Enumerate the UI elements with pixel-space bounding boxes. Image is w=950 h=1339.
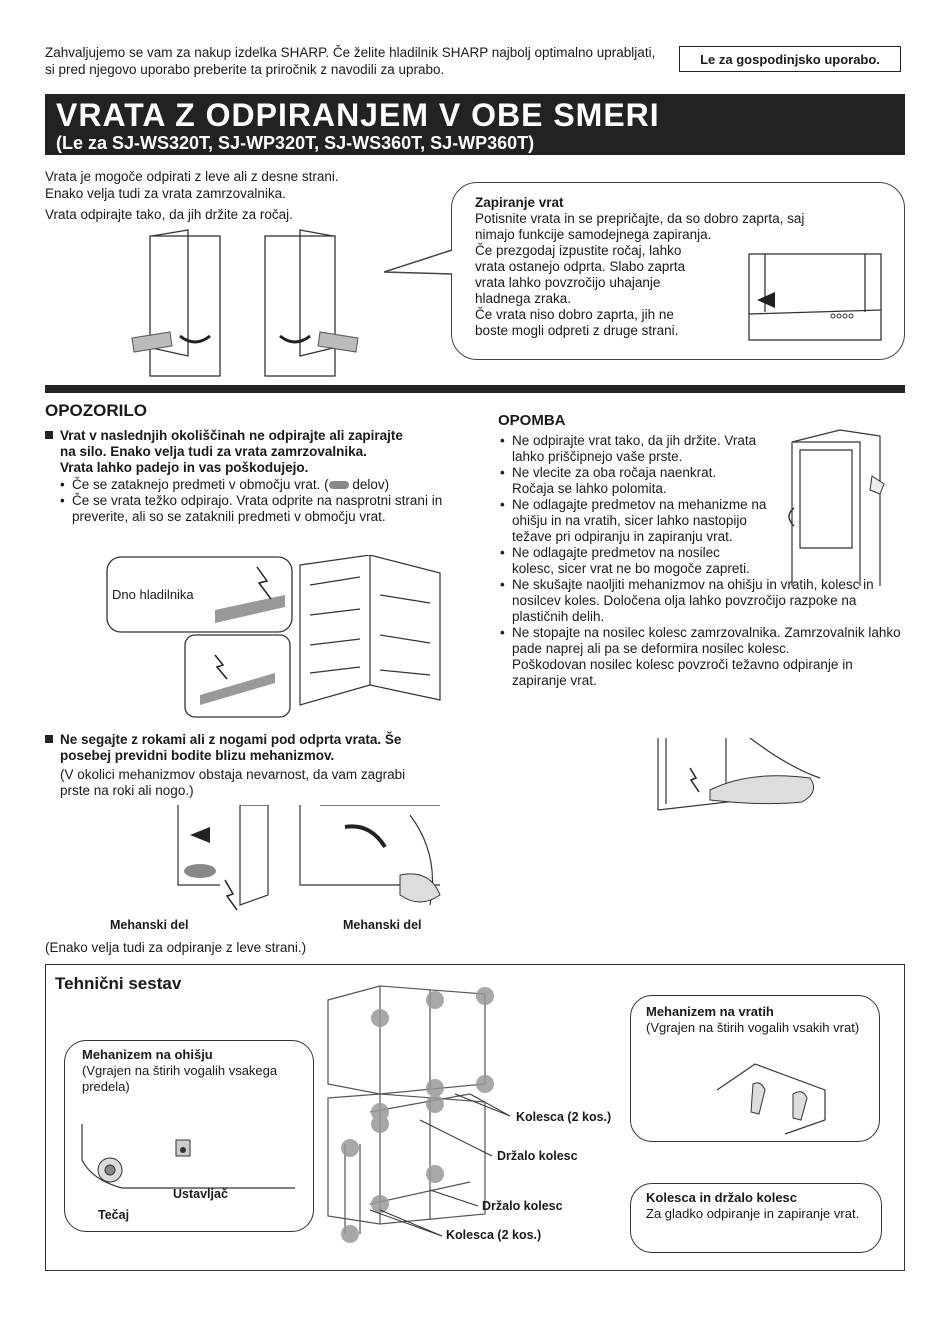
- mechanical-part-label-2: Mehanski del: [343, 918, 422, 932]
- closing-line: Če vrata niso dobro zaprta, jih ne: [475, 307, 674, 322]
- section-divider: [45, 385, 905, 393]
- warning-sub-text: Če se zataknejo predmeti v območju vrat. (: [72, 477, 329, 492]
- housing-mechanism-desc: (Vgrajen na štirih vogalih vsakega predela): [82, 1063, 278, 1094]
- intro-text: Zahvaljujemo se vam za nakup izdelka SHARP. Če želite hladilnik SHARP najbolj optimalno uprabljati, si pred njegovo uporabo preberite ta priročnik z navodili za uprabo.: [45, 45, 656, 77]
- left-side-note: (Enako velja tudi za odpiranje z leve strani.): [45, 940, 307, 955]
- hinge-danger-illustration: [170, 805, 460, 915]
- note-extra: Poškodovan nosilec kolesc povzroči težavno odpiranje in zapiranje vrat.: [512, 657, 853, 688]
- mechanical-part-label-1: Mehanski del: [110, 918, 189, 932]
- warning-line: Vrat v naslednjih okoliščinah ne odpirajte ali zapirajte: [60, 428, 403, 443]
- closing-line: Potisnite vrata in se prepričajte, da so dobro zaprta, saj: [475, 211, 805, 226]
- bullet-square: [45, 431, 53, 439]
- wheels-holder-desc: Za gladko odpiranje in zapiranje vrat.: [646, 1206, 860, 1221]
- note-item: • Ne odlagajte predmetov na mehanizme na ohišju in na vratih, sicer lahko nastopijo težave pri odpiranju in zapiranju vrat.: [512, 497, 777, 545]
- note-item: • Ne stopajte na nosilec kolesc zamrzovalnika. Zamrzovalnik lahko pade naprej ali pa se deformira nosilec kolesc.: [512, 625, 908, 657]
- hinge-label: Tečaj: [98, 1208, 130, 1222]
- wheels-label-1: Kolesca (2 kos.): [516, 1110, 612, 1124]
- warning-line: na silo. Enako velja tudi za vrata zamrzovalnika.: [60, 444, 367, 459]
- doors-intro: [45, 168, 405, 223]
- doors-line-3: Vrata odpirajte tako, da jih držite za ročaj.: [45, 207, 293, 222]
- closing-line: hladnega zraka.: [475, 291, 572, 306]
- housing-mechanism-title: Mehanizem na ohišju: [82, 1047, 213, 1062]
- stopper-label: Ustavljač: [173, 1187, 228, 1201]
- note-item: • Ne odpirajte vrat tako, da jih držite. Vrata lahko priščipnejo vaše prste.: [512, 433, 757, 465]
- household-use-badge: Le za gospodinjsko uporabo.: [679, 46, 901, 72]
- door-mechanism-title: Mehanizem na vratih: [646, 1004, 774, 1019]
- fridge-bottom-label: Dno hladilnika: [112, 587, 194, 602]
- door-mechanism-desc: (Vgrajen na štirih vogalih vsakih vrat): [646, 1020, 860, 1035]
- tech-heading: Tehnični sestav: [55, 974, 182, 993]
- wheel-holder-label-1: Držalo kolesc: [497, 1149, 578, 1163]
- warning-block-1: [45, 428, 465, 525]
- grey-part-swatch: [329, 481, 349, 489]
- closing-line: nimajo funkcije samodejnega zapiranja.: [475, 227, 712, 242]
- closing-line: boste mogli odpreti z druge strani.: [475, 323, 679, 338]
- bullet-square: [45, 735, 53, 743]
- wheels-holder-title: Kolesca in držalo kolesc: [646, 1190, 798, 1205]
- warning-sub-item: [72, 477, 465, 493]
- doors-line-2: Enako velja tudi za vrata zamrzovalnika.: [45, 186, 286, 201]
- closing-line: vrata lahko povzročijo uhajanje: [475, 275, 661, 290]
- closing-line: Če prezgodaj izpustite ročaj, lahko: [475, 243, 682, 258]
- fridge-doors-illustration: [130, 228, 360, 378]
- page-title: VRATA Z ODPIRANJEM V OBE SMERI: [56, 97, 660, 133]
- door-mechanism-text: [646, 1004, 871, 1036]
- warning-line: Ne segajte z rokami ali z nogami pod odprta vrata. Še: [60, 732, 402, 747]
- door-mechanism-illustration: [715, 1060, 830, 1135]
- warning-line: Vrata lahko padejo in vas poškodujejo.: [60, 460, 309, 475]
- closing-title: Zapiranje vrat: [475, 195, 564, 210]
- warning-line: posebej previdni bodite blizu mehanizmov.: [60, 748, 335, 763]
- note-door-illustration: [780, 428, 892, 588]
- foot-on-wheel-holder-illustration: [630, 738, 830, 838]
- housing-mechanism-text: [82, 1047, 312, 1095]
- warning-line: (V okolici mehanizmov obstaja nevarnost, da vam zagrabi: [60, 767, 406, 782]
- warning-sub-item: • Če se vrata težko odpirajo. Vrata odprite na nasprotni strani in preverite, ali so se zataknili predmeti v območju vrat.: [72, 493, 465, 525]
- callout-pointer: [384, 248, 454, 278]
- note-item: • Ne vlecite za oba ročaja naenkrat. Ročaja se lahko polomita.: [512, 465, 757, 497]
- door-closing-illustration: [745, 252, 885, 344]
- note-heading: OPOMBA: [498, 412, 566, 429]
- page-title-bar: [45, 94, 905, 155]
- open-fridge-illustration: [105, 555, 445, 720]
- page-subtitle: (Le za SJ-WS320T, SJ-WP320T, SJ-WS360T, SJ-WP360T): [56, 133, 535, 153]
- wheel-holder-label-2: Držalo kolesc: [482, 1199, 563, 1213]
- wheels-label-2: Kolesca (2 kos.): [446, 1228, 542, 1242]
- closing-line: vrata ostanejo odprta. Slabo zaprta: [475, 259, 686, 274]
- warning-line: prste na roki ali nogo.): [60, 783, 194, 798]
- wheels-holder-text: [646, 1190, 874, 1222]
- warning-sub-text: delov): [348, 477, 390, 492]
- note-item: • Ne skušajte naoljiti mehanizmov na ohišju in vratih, kolesc in nosilcev koles. Določena olja lahko povzročijo razpoke na plastičnih delih.: [512, 577, 908, 625]
- warning-block-2: [45, 732, 465, 799]
- doors-line-1: Vrata je mogoče odpirati z leve ali z desne strani.: [45, 169, 339, 184]
- warning-heading: OPOZORILO: [45, 401, 147, 420]
- note-item: • Ne odlagajte predmetov na nosilec kolesc, sicer vrat ne bo mogoče zapreti.: [512, 545, 757, 577]
